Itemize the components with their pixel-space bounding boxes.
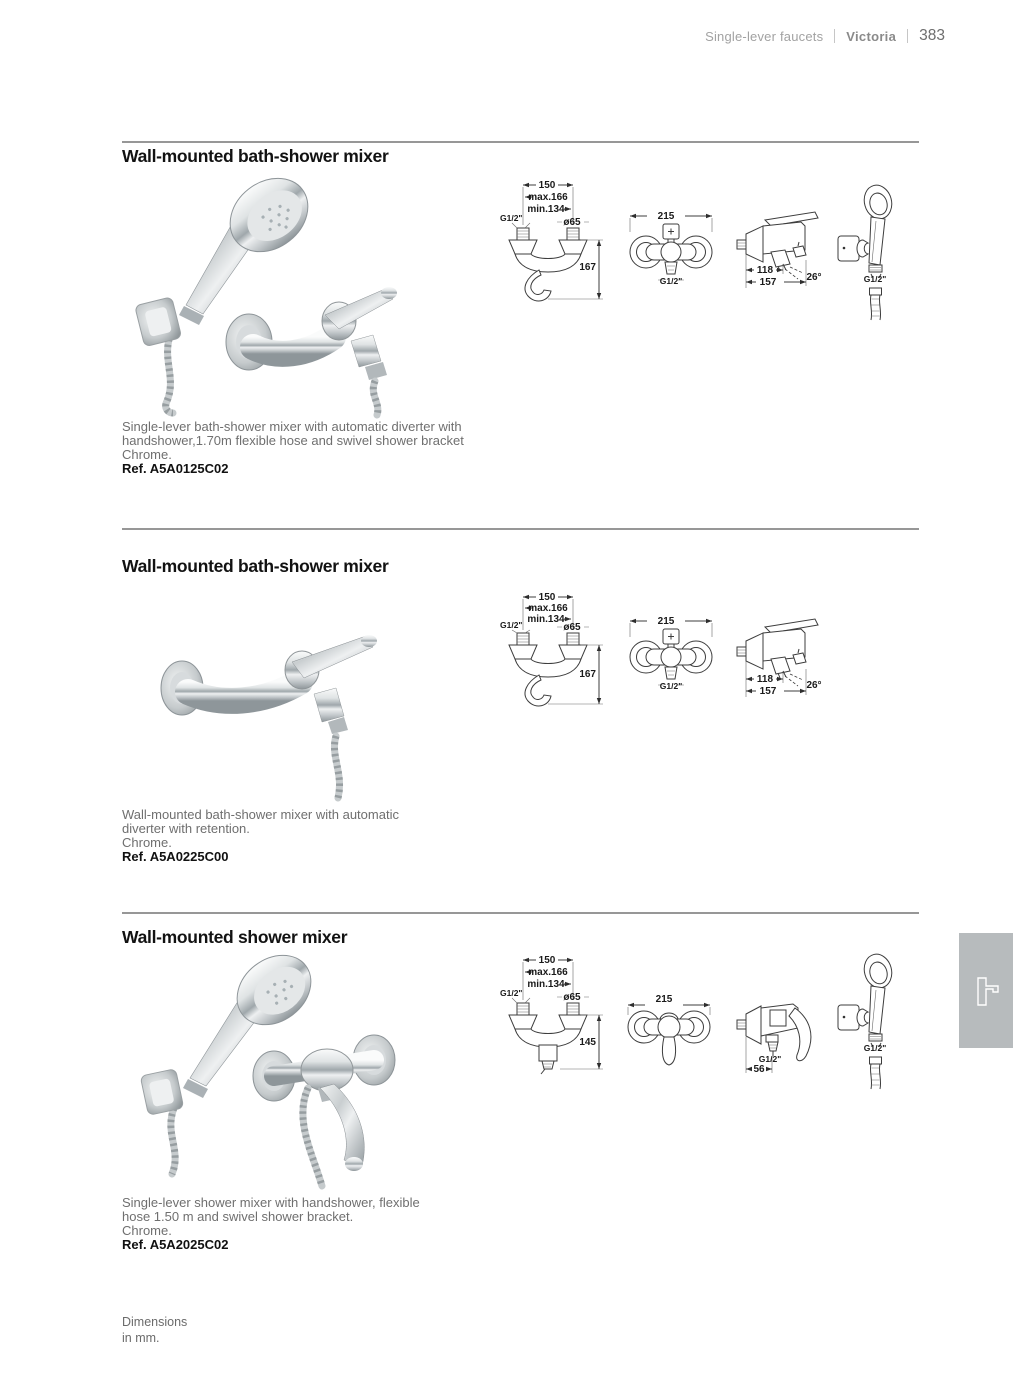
technical-drawing-shower-mixer [500, 945, 930, 1097]
face-view-drawing [628, 994, 710, 1065]
product-ref: Ref. A5A0125C02 [122, 461, 229, 476]
bath-shower-mixer-photo [226, 287, 397, 415]
description-line: Chrome. [122, 447, 172, 462]
product-description [122, 808, 467, 864]
dim-max-depth: max.166 [528, 967, 568, 978]
dim-wall-to-outlet: 56 [753, 1064, 765, 1075]
dim-height: 145 [579, 1037, 596, 1048]
dim-outlet-thread: G1/2" [659, 681, 683, 691]
dim-flange-diameter: ø65 [563, 992, 581, 1003]
product-description [122, 420, 467, 476]
description-line: Single-lever bath-shower mixer with automatic diverter with [122, 419, 462, 434]
description-line: Wall-mounted bath-shower mixer with automatic [122, 807, 399, 822]
dim-width: 150 [538, 180, 556, 191]
dim-width: 150 [538, 955, 556, 966]
dim-inlet-thread: G1/2" [500, 213, 523, 223]
front-view-drawing [500, 955, 603, 1074]
dimensions-note [122, 1314, 187, 1346]
header-separator [907, 29, 908, 43]
dim-min-depth: min.134 [527, 979, 565, 990]
photo-bath-shower-mixer-with-handshower [127, 175, 447, 415]
product-ref: Ref. A5A2025C02 [122, 1237, 229, 1252]
dim-total-depth: 157 [759, 277, 777, 288]
handshower-photo [135, 163, 323, 413]
dim-total-depth: 157 [759, 686, 777, 697]
bath-shower-mixer-photo [161, 635, 377, 798]
header-separator [834, 29, 835, 43]
section-divider [122, 141, 919, 143]
photo-shower-mixer-with-handshower [122, 952, 432, 1192]
face-view-drawing [630, 616, 712, 691]
dim-handshower-thread: G1/2" [863, 274, 887, 284]
chapter-index-tab [959, 933, 1013, 1048]
dim-flange-diameter: ø65 [563, 217, 581, 228]
front-view-drawing [500, 592, 603, 706]
handshower-photo [140, 941, 324, 1174]
dim-spout-angle: 26° [806, 680, 822, 691]
shower-mixer-photo [253, 1035, 395, 1186]
dim-wall-to-spout: 118 [756, 265, 774, 276]
section-title: Wall-mounted bath-shower mixer [122, 556, 389, 576]
handshower-drawing [838, 951, 895, 1089]
description-line: diverter with retention. [122, 821, 250, 836]
dim-outlet-thread: G1/2" [659, 276, 683, 286]
description-line: Chrome. [122, 1223, 172, 1238]
faucet-icon [972, 975, 1000, 1007]
dim-handshower-thread: G1/2" [863, 1043, 887, 1053]
dim-face-width: 215 [657, 616, 675, 627]
dim-wall-to-spout: 118 [756, 674, 774, 685]
handshower-drawing [838, 182, 895, 320]
dim-min-depth: min.134 [527, 204, 565, 215]
header-page-number: 383 [919, 27, 945, 44]
dim-face-width: 215 [657, 211, 675, 222]
section-title: Wall-mounted shower mixer [122, 927, 348, 947]
dimensions-note-line: in mm. [122, 1331, 160, 1345]
face-view-drawing [630, 211, 712, 286]
dim-flange-diameter: ø65 [563, 622, 581, 633]
description-line: hose 1.50 m and swivel shower bracket. [122, 1209, 354, 1224]
dim-inlet-thread: G1/2" [500, 620, 523, 630]
side-view-drawing [737, 619, 822, 697]
description-line: handshower,1.70m flexible hose and swivel shower bracket [122, 433, 464, 448]
dim-min-depth: min.134 [527, 614, 565, 625]
dim-face-width: 215 [655, 994, 673, 1005]
dim-inlet-thread: G1/2" [500, 988, 523, 998]
technical-drawing-bath-shower-mixer [500, 170, 920, 322]
header-category: Single-lever faucets [705, 28, 824, 44]
product-description [122, 1196, 467, 1252]
section-title: Wall-mounted bath-shower mixer [122, 146, 389, 166]
dim-spout-angle: 26° [806, 272, 822, 283]
front-view-drawing [500, 180, 603, 301]
dim-outlet-thread: G1/2" [758, 1054, 782, 1064]
dim-width: 150 [538, 592, 556, 603]
product-ref: Ref. A5A0225C00 [122, 849, 229, 864]
dim-height: 167 [579, 669, 596, 680]
section-divider [122, 912, 919, 914]
dim-max-depth: max.166 [528, 603, 568, 614]
photo-bath-shower-mixer [150, 598, 400, 803]
dim-height: 167 [579, 262, 596, 273]
dim-max-depth: max.166 [528, 192, 568, 203]
dimensions-note-line: Dimensions [122, 1315, 188, 1329]
section-divider [122, 528, 919, 530]
side-view-drawing [737, 212, 822, 288]
page-header [705, 27, 945, 45]
description-line: Chrome. [122, 835, 172, 850]
description-line: Single-lever shower mixer with handshower, flexible [122, 1195, 420, 1210]
side-view-drawing [737, 1004, 811, 1075]
header-brand: Victoria [846, 28, 897, 44]
technical-drawing-bath-shower-mixer [500, 585, 840, 721]
